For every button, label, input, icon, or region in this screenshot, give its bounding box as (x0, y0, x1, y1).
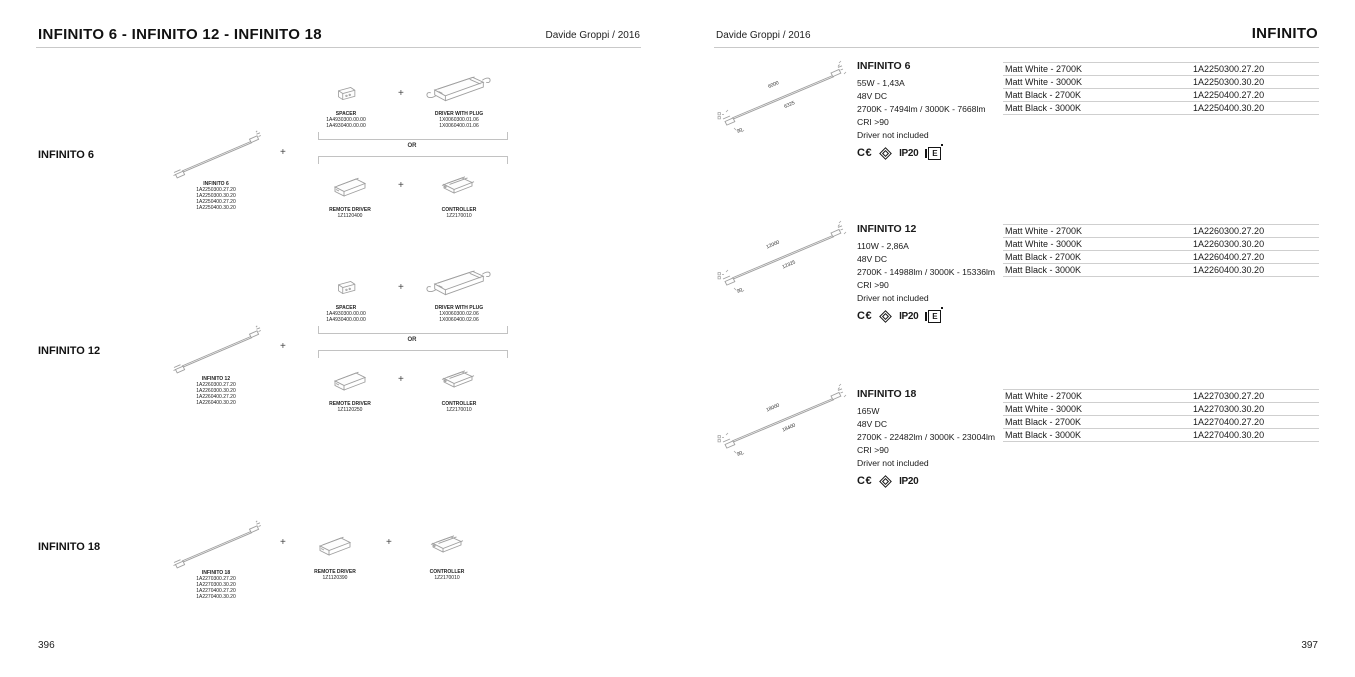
energy-letter: E (932, 311, 938, 321)
product-label-infinito-18: INFINITO 18 (38, 541, 101, 553)
finish-label: Matt Black - 3000K (1005, 103, 1082, 113)
spacer-code: 1A4930300.00.00 (326, 117, 366, 123)
plus-sign: + (398, 180, 404, 191)
spec-line: Driver not included (857, 130, 929, 140)
remote-driver-label-block (291, 569, 379, 581)
table-row (1003, 428, 1319, 441)
controller-label: CONTROLLER (441, 207, 477, 213)
driver-with-plug-code: 1X0060300.02.06 (439, 311, 479, 317)
spec-line: 2700K - 22482lm / 3000K - 23004lm (857, 432, 996, 442)
table-row (1003, 389, 1319, 402)
product-code: 1A2270400.27.20 (196, 588, 236, 594)
right-page-title: INFINITO (1251, 25, 1318, 42)
spec-block-infinito-6 (857, 60, 1017, 160)
option-group-bracket (318, 132, 508, 140)
product-code: 1A2250300.27.20 (1193, 64, 1265, 74)
spacer-label: SPACER (335, 111, 357, 117)
product-code: 1A2250400.30.20 (196, 205, 236, 211)
controller-label-block (419, 401, 499, 413)
controller-drawing (425, 530, 469, 558)
right-header-rule (714, 47, 1319, 48)
spec-line: 55W - 1,43A (857, 78, 905, 88)
product-code: 1A2250400.27.20 (1193, 90, 1265, 100)
plus-sign: + (280, 537, 286, 548)
product-code: 1A2260300.27.20 (1193, 226, 1265, 236)
finish-label: Matt Black - 2700K (1005, 417, 1082, 427)
remote-driver-code: 1Z1120400 (337, 213, 363, 219)
product-code: 1A2250300.30.20 (196, 193, 236, 199)
spec-line: CRI >90 (857, 280, 889, 290)
spec-product-name: INFINITO 18 (857, 388, 917, 400)
remote-driver-label-block (306, 207, 394, 219)
table-row (1003, 415, 1319, 428)
ce-mark-icon: C€ (857, 147, 873, 159)
ce-mark-icon: C€ (857, 475, 873, 487)
spec-line: CRI >90 (857, 445, 889, 455)
driver-with-plug-label: DRIVER WITH PLUG (434, 111, 484, 117)
table-row (1003, 101, 1319, 114)
dimension-overall: 12325 (781, 259, 797, 271)
product-code: 1A2270300.27.20 (1193, 391, 1265, 401)
or-label: OR (407, 143, 417, 149)
product-code: 1A2250400.30.20 (1193, 103, 1265, 113)
product-code: 1A2250400.27.20 (196, 199, 236, 205)
product-code: 1A2260300.30.20 (1193, 239, 1265, 249)
finish-label: Matt White - 3000K (1005, 404, 1083, 414)
certifications (857, 146, 1017, 160)
table-row (1003, 237, 1319, 250)
finish-label: Matt White - 2700K (1005, 226, 1083, 236)
product-code: 1A2260300.30.20 (196, 388, 236, 394)
product-code: 1A2270300.30.20 (1193, 404, 1265, 414)
spacer-label-block (306, 111, 386, 129)
code-list-title: INFINITO 12 (201, 376, 231, 382)
remote-driver-drawing (328, 172, 372, 200)
spec-line: CRI >90 (857, 117, 889, 127)
finish-code-table-infinito-12 (1003, 224, 1319, 277)
table-row (1003, 75, 1319, 88)
code-list-title: INFINITO 6 (203, 181, 229, 187)
driver-with-plug-drawing (424, 70, 494, 110)
energy-letter: E (932, 148, 938, 158)
table-row (1003, 88, 1319, 101)
spec-product-name: INFINITO 6 (857, 60, 911, 72)
product-code: 1A2270400.30.20 (1193, 430, 1265, 440)
dimension-length: 12000 (765, 239, 781, 251)
plus-sign: + (398, 282, 404, 293)
left-header-rule (36, 47, 641, 48)
right-page-number: 397 (1301, 640, 1318, 651)
spec-line: 48V DC (857, 254, 888, 264)
option-group-bracket (318, 326, 508, 334)
or-label: OR (407, 337, 417, 343)
spec-line: 110W - 2,86A (857, 241, 909, 251)
class2-insulation-icon (879, 147, 892, 160)
controller-code: 1Z2170010 (434, 575, 460, 581)
dimension-rod-drawing (712, 52, 862, 147)
finish-label: Matt White - 2700K (1005, 391, 1083, 401)
spec-line: 48V DC (857, 91, 888, 101)
driver-with-plug-label: DRIVER WITH PLUG (434, 305, 484, 311)
controller-drawing (436, 365, 480, 393)
dimension-end-height: 90 (736, 450, 744, 458)
product-code: 1A2260300.27.20 (196, 382, 236, 388)
product-code: 1A2260400.27.20 (1193, 252, 1265, 262)
right-page-credit: Davide Groppi / 2016 (716, 30, 811, 41)
code-list-infinito-18 (166, 570, 266, 600)
dimension-rod-drawing (712, 212, 862, 307)
remote-driver-drawing (313, 531, 357, 559)
table-row (1003, 62, 1319, 75)
driver-with-plug-label-block (419, 111, 499, 129)
option-group-bracket (318, 350, 508, 358)
ce-mark-icon: C€ (857, 310, 873, 322)
controller-label: CONTROLLER (441, 401, 477, 407)
spacer-label-block (306, 305, 386, 323)
driver-with-plug-code: 1X0060400.02.06 (439, 317, 479, 323)
spec-line: 2700K - 7494lm / 3000K - 7668lm (857, 104, 986, 114)
finish-label: Matt Black - 3000K (1005, 430, 1082, 440)
product-code: 1A2260400.30.20 (196, 400, 236, 406)
finish-label: Matt White - 3000K (1005, 77, 1083, 87)
finish-label: Matt Black - 3000K (1005, 265, 1082, 275)
product-code: 1A2270300.27.20 (196, 576, 236, 582)
spacer-code: 1A4930400.00.00 (326, 317, 366, 323)
left-page-credit: Davide Groppi / 2016 (545, 30, 640, 41)
product-drawing-infinito-18 (172, 520, 262, 572)
left-page-title: INFINITO 6 - INFINITO 12 - INFINITO 18 (38, 26, 322, 43)
product-code: 1A2270400.27.20 (1193, 417, 1265, 427)
remote-driver-label: REMOTE DRIVER (314, 569, 356, 575)
dimension-drawing-infinito-12 (712, 212, 862, 307)
controller-label-block (419, 207, 499, 219)
spec-line: 48V DC (857, 419, 888, 429)
code-list-infinito-12 (166, 376, 266, 406)
driver-with-plug-code: 1X0060300.01.06 (439, 117, 479, 123)
dimension-length: 18000 (765, 402, 781, 414)
dimension-length: 6000 (767, 80, 780, 90)
dimension-drawing-infinito-18 (712, 375, 862, 470)
product-label-infinito-6: INFINITO 6 (38, 149, 95, 161)
dimension-rod-drawing (712, 375, 862, 470)
dimension-end-height: 90 (736, 127, 744, 135)
driver-with-plug-drawing (424, 264, 494, 304)
product-code: 1A2260400.30.20 (1193, 265, 1265, 275)
remote-driver-label-block (306, 401, 394, 413)
remote-driver-label: REMOTE DRIVER (329, 401, 371, 407)
left-page-number: 396 (38, 640, 55, 651)
energy-label-icon (928, 147, 941, 160)
code-list-infinito-6 (166, 181, 266, 211)
spec-block-infinito-18 (857, 388, 1017, 488)
remote-driver-label: REMOTE DRIVER (329, 207, 371, 213)
driver-with-plug-code: 1X0060400.01.06 (439, 123, 479, 129)
product-code: 1A2250300.30.20 (1193, 77, 1265, 87)
dimension-end-height: 90 (736, 287, 744, 295)
finish-label: Matt White - 3000K (1005, 239, 1083, 249)
product-code: 1A2250300.27.20 (196, 187, 236, 193)
dimension-overall: 18400 (781, 422, 797, 434)
spec-line: 165W (857, 406, 880, 416)
finish-label: Matt Black - 2700K (1005, 90, 1082, 100)
remote-driver-code: 1Z1120390 (322, 575, 348, 581)
controller-code: 1Z2170010 (446, 407, 472, 413)
spacer-code: 1A4930300.00.00 (326, 311, 366, 317)
product-drawing-infinito-12 (172, 325, 262, 377)
product-code: 1A2270300.30.20 (196, 582, 236, 588)
spacer-label: SPACER (335, 305, 357, 311)
plus-sign: + (280, 341, 286, 352)
spacer-code: 1A4930400.00.00 (326, 123, 366, 129)
class2-insulation-icon (879, 310, 892, 323)
plus-sign: + (398, 374, 404, 385)
finish-code-table-infinito-6 (1003, 62, 1319, 115)
table-row (1003, 263, 1319, 276)
energy-label-icon (928, 310, 941, 323)
product-code: 1A2270400.30.20 (196, 594, 236, 600)
driver-with-plug-label-block (419, 305, 499, 323)
controller-label: CONTROLLER (429, 569, 465, 575)
plus-sign: + (386, 537, 392, 548)
controller-code: 1Z2170010 (446, 213, 472, 219)
plus-sign: + (280, 147, 286, 158)
table-row (1003, 224, 1319, 237)
dimension-drawing-infinito-6 (712, 52, 862, 147)
controller-label-block (405, 569, 489, 581)
spec-product-name: INFINITO 12 (857, 223, 917, 235)
table-row (1003, 250, 1319, 263)
ip-rating: IP20 (899, 310, 919, 322)
finish-label: Matt White - 2700K (1005, 64, 1083, 74)
spec-line: Driver not included (857, 293, 929, 303)
finish-label: Matt Black - 2700K (1005, 252, 1082, 262)
spec-block-infinito-12 (857, 223, 1017, 323)
product-drawing-infinito-6 (172, 130, 262, 182)
class2-insulation-icon (879, 475, 892, 488)
plus-sign: + (398, 88, 404, 99)
controller-drawing (436, 171, 480, 199)
table-row (1003, 402, 1319, 415)
dimension-overall: 6325 (783, 100, 796, 110)
ip-rating: IP20 (899, 147, 919, 159)
spec-line: 2700K - 14988lm / 3000K - 15336lm (857, 267, 996, 277)
code-list-title: INFINITO 18 (201, 570, 231, 576)
finish-code-table-infinito-18 (1003, 389, 1319, 442)
remote-driver-code: 1Z1120250 (337, 407, 363, 413)
spacer-drawing (332, 278, 360, 298)
spec-line: Driver not included (857, 458, 929, 468)
spacer-drawing (332, 84, 360, 104)
certifications (857, 309, 1017, 323)
product-code: 1A2260400.27.20 (196, 394, 236, 400)
certifications (857, 474, 1017, 488)
remote-driver-drawing (328, 366, 372, 394)
ip-rating: IP20 (899, 475, 919, 487)
option-group-bracket (318, 156, 508, 164)
product-label-infinito-12: INFINITO 12 (38, 345, 101, 357)
